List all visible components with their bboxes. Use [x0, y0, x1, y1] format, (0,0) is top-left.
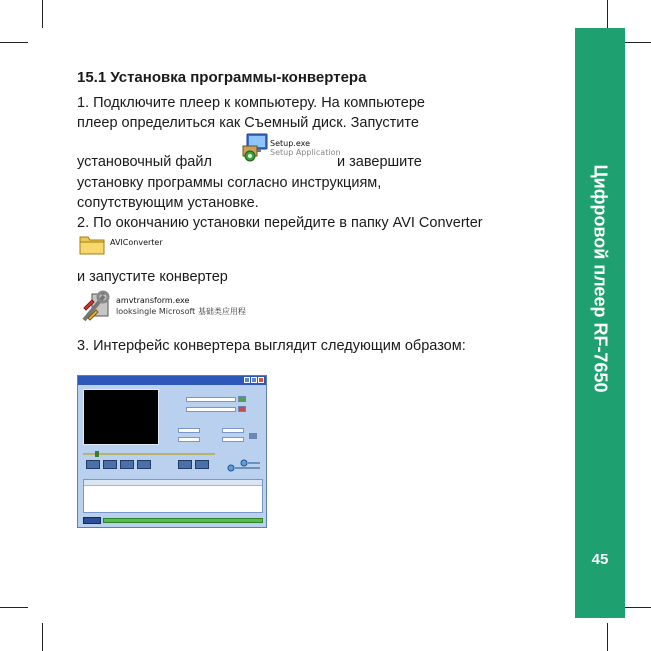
converter-output-field	[186, 407, 236, 412]
step1-line1: 1. Подключите плеер к компьютеру. На компьютере	[77, 95, 425, 111]
converter-input-field	[186, 397, 236, 402]
converter-folder-icon	[238, 406, 246, 412]
folder-icon[interactable]	[79, 233, 105, 255]
converter-control-button	[178, 460, 192, 469]
step1-line5: сопутствующим установке.	[77, 195, 259, 211]
sidebar-title: Цифровой плеер RF-7650	[590, 164, 611, 392]
section-heading: 15.1 Установка программы-конвертера	[77, 69, 367, 86]
crop-mark	[623, 607, 651, 608]
converter-file-list	[83, 479, 263, 513]
converter-field	[222, 428, 244, 433]
step1-line3-end: и завершите	[337, 154, 422, 170]
amvtransform-description: looksingle Microsoft 基础类应用程	[116, 307, 246, 316]
step1-line2: плеер определиться как Съемный диск. Запустите	[77, 115, 419, 131]
step2-line2: и запустите конвертер	[77, 269, 228, 285]
converter-field	[178, 428, 200, 433]
setup-exe-name: Setup.exe	[270, 139, 311, 148]
setup-exe-description: Setup Application	[270, 148, 341, 157]
converter-control-button	[103, 460, 117, 469]
page-number: 45	[591, 551, 609, 568]
crop-mark	[607, 0, 608, 28]
converter-control-button	[137, 460, 151, 469]
converter-window-buttons	[244, 377, 264, 383]
setup-exe-icon[interactable]	[241, 132, 269, 162]
crop-mark	[623, 42, 651, 43]
amvtransform-name: amvtransform.exe	[116, 296, 190, 305]
converter-field	[178, 437, 200, 442]
folder-name: AVIConverter	[110, 238, 163, 247]
crop-mark	[0, 607, 28, 608]
converter-video-preview	[83, 389, 159, 445]
converter-titlebar	[78, 376, 266, 385]
crop-mark	[42, 623, 43, 651]
converter-settings-icon	[249, 433, 257, 439]
step3: 3. Интерфейс конвертера выглядит следующим образом:	[77, 338, 466, 354]
converter-field	[222, 437, 244, 442]
converter-volume-knobs	[226, 456, 262, 474]
converter-open-icon	[238, 396, 246, 402]
step1-line3-start: установочный файл	[77, 154, 212, 170]
amvtransform-exe-icon[interactable]	[80, 290, 112, 324]
converter-control-button	[86, 460, 100, 469]
crop-mark	[42, 0, 43, 28]
converter-control-button	[120, 460, 134, 469]
step1-line4: установку программы согласно инструкциям,	[77, 175, 382, 191]
converter-progress-bar	[103, 518, 263, 523]
converter-control-button	[195, 460, 209, 469]
crop-mark	[0, 42, 28, 43]
converter-screenshot	[77, 375, 267, 528]
step2-line1: 2. По окончанию установки перейдите в папку AVI Converter	[77, 215, 483, 231]
sidebar-title-wrap	[575, 28, 625, 528]
crop-mark	[607, 623, 608, 651]
converter-progress-button	[83, 517, 101, 524]
converter-seek-slider	[83, 453, 215, 455]
